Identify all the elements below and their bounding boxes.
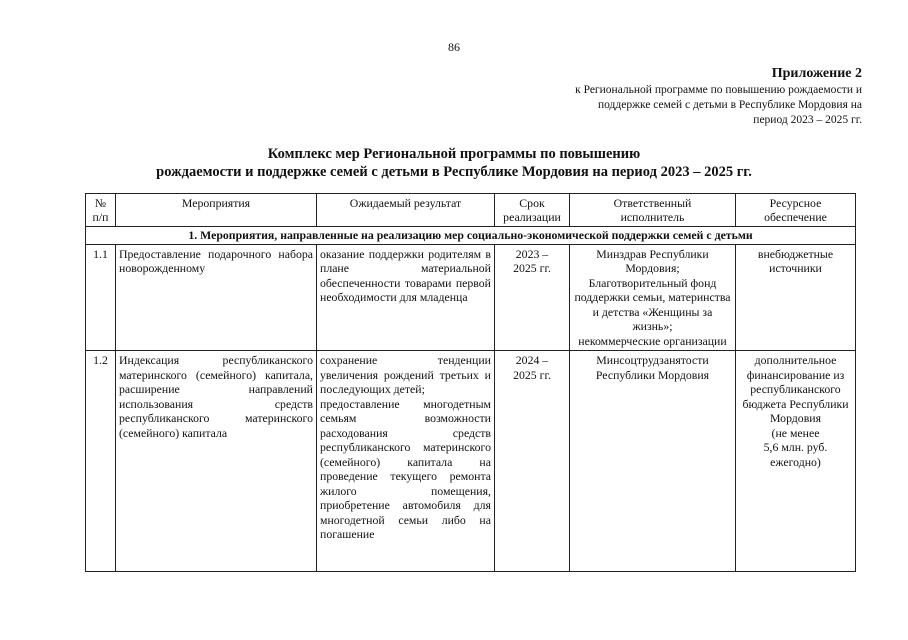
appendix-line-2: поддержке семей с детьми в Республике Мордовия на: [597, 99, 862, 111]
row-resources: внебюджетные источники: [736, 244, 856, 351]
row-num: 1.2: [86, 351, 116, 572]
appendix-line-3: период 2023 – 2025 гг.: [753, 114, 862, 126]
appendix-title: Приложение 2: [771, 66, 862, 81]
header-num: № п/п: [86, 194, 116, 227]
measures-table: [85, 193, 856, 572]
row-num: 1.1: [86, 244, 116, 351]
row-result: сохранение тенденции увеличения рождений третьих и последующих детей; предоставление многодетным семьям возможности расходования средств республиканского материнского (семейного) капитала на проведение текущего ремонта жилого помещения, приобретение автомобиля для многодетной семьи либо на погашение: [320, 353, 491, 541]
row-result: оказание поддержки родителям в плане материальной обеспеченности товарами первой необходимости для младенца: [317, 244, 495, 351]
row-result-cell: [317, 351, 495, 572]
row-measure: Предоставление подарочного набора новорожденному: [116, 244, 317, 351]
row-resources: дополнительное финансирование из республиканского бюджета Республики Мордовия (не менее 5,6 млн. руб. ежегодно): [736, 351, 856, 572]
row-measure: Индексация республиканского материнского (семейного) капитала, расширение направлений использования средств республиканского материнского (семейного) капитала: [116, 351, 317, 572]
document-title-line-1: Комплекс мер Региональной программы по повышению: [267, 146, 641, 162]
table-header-row: [86, 194, 856, 227]
header-resources: Ресурсное обеспечение: [736, 194, 856, 227]
appendix-note: [482, 66, 862, 128]
header-executor: Ответственный исполнитель: [570, 194, 736, 227]
appendix-line-1: к Региональной программе по повышению рождаемости и: [575, 84, 862, 96]
section-title: 1. Мероприятия, направленные на реализацию мер социально-экономической поддержки семей с детьми: [86, 227, 856, 245]
row-executor: Минсоцтрудзанятости Республики Мордовия: [570, 351, 736, 572]
row-executor: Минздрав Республики Мордовия; Благотворительный фонд поддержки семьи, материнства и детства «Женщины за жизнь»; некоммерческие организации: [570, 244, 736, 351]
document-title-line-2: рождаемости и поддержке семей с детьми в Республике Мордовия на период 2023 – 2025 гг.: [156, 164, 752, 180]
row-term: 2023 – 2025 гг.: [495, 244, 570, 351]
header-result: Ожидаемый результат: [317, 194, 495, 227]
header-term: Срок реализации: [495, 194, 570, 227]
section-row: [86, 227, 856, 245]
page-number: 86: [448, 40, 460, 54]
document-title: [60, 145, 848, 181]
table-row: [86, 244, 856, 351]
table-row: [86, 351, 856, 572]
row-term: 2024 – 2025 гг.: [495, 351, 570, 572]
header-measures: Мероприятия: [116, 194, 317, 227]
